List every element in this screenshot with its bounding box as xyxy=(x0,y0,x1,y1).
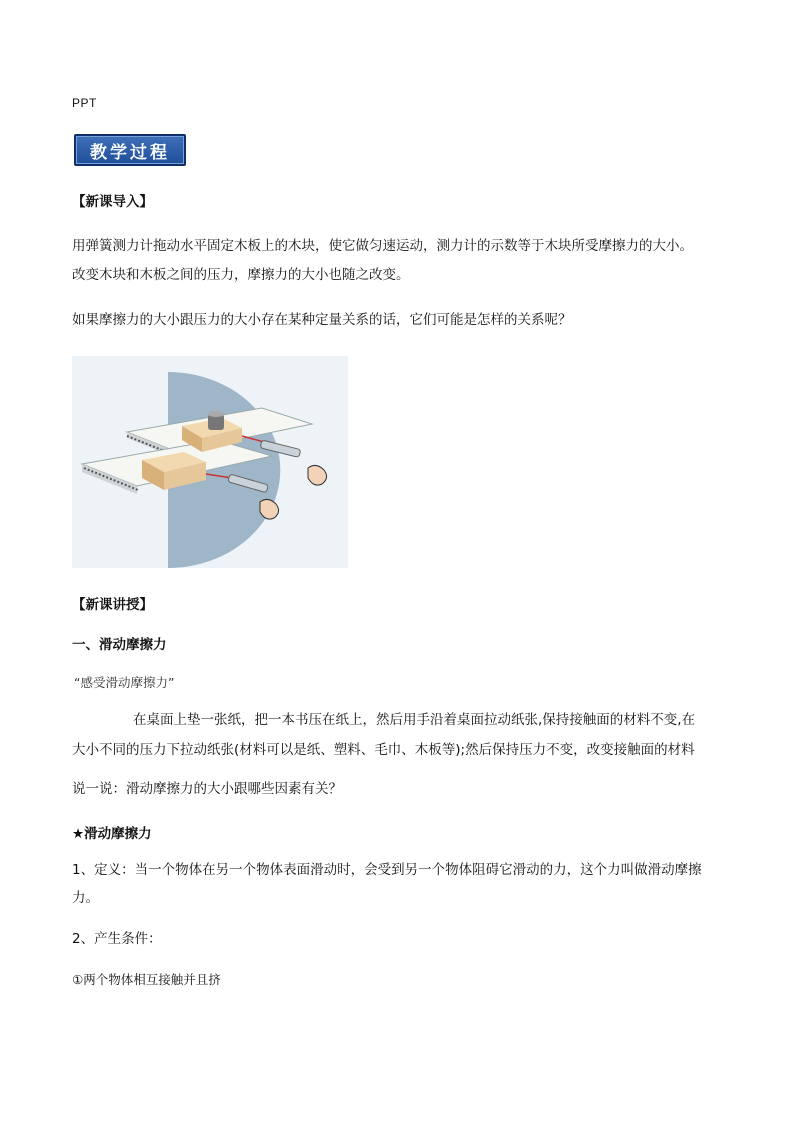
intro-question: 如果摩擦力的大小跟压力的大小存在某种定量关系的话，它们可能是怎样的关系呢？ xyxy=(72,312,572,328)
intro-paragraph-line1: 用弹簧测力计拖动水平固定木板上的木块，使它做匀速运动，测力计的示数等于木块所受摩擦力的大小。 xyxy=(72,238,693,254)
star-section-title: ★滑动摩擦力 xyxy=(72,826,152,842)
teaching-process-badge: 教学过程 xyxy=(74,134,186,166)
intro-paragraph-line2: 改变木块和木板之间的压力，摩擦力的大小也随之改变。 xyxy=(72,267,410,283)
illustration-svg xyxy=(72,356,348,568)
quote-text: “感受滑动摩擦力” xyxy=(74,675,175,690)
part1-title: 一、滑动摩擦力 xyxy=(72,637,167,653)
definition-line1: 1、定义：当一个物体在另一个物体表面滑动时，会受到另一个物体阻碍它滑动的力，这个力叫做滑动摩擦 xyxy=(72,862,702,878)
section-title-intro: 【新课导入】 xyxy=(72,194,153,210)
activity-line2: 大小不同的压力下拉动纸张(材料可以是纸、塑料、毛巾、木板等);然后保持压力不变，改变接触面的材料 xyxy=(72,742,695,758)
condition-title: 2、产生条件： xyxy=(72,931,162,947)
discussion-question: 说一说：滑动摩擦力的大小跟哪些因素有关？ xyxy=(72,781,342,797)
condition-item-1: ①两个物体相互接触并且挤 xyxy=(72,972,221,987)
ppt-label: PPT xyxy=(72,96,97,110)
friction-experiment-illustration xyxy=(72,356,348,568)
definition-line2: 力。 xyxy=(72,890,99,906)
activity-line1: 在桌面上垫一张纸，把一本书压在纸上，然后用手沿着桌面拉动纸张,保持接触面的材料不变,在 xyxy=(133,712,696,728)
section-title-lesson: 【新课讲授】 xyxy=(72,597,153,613)
